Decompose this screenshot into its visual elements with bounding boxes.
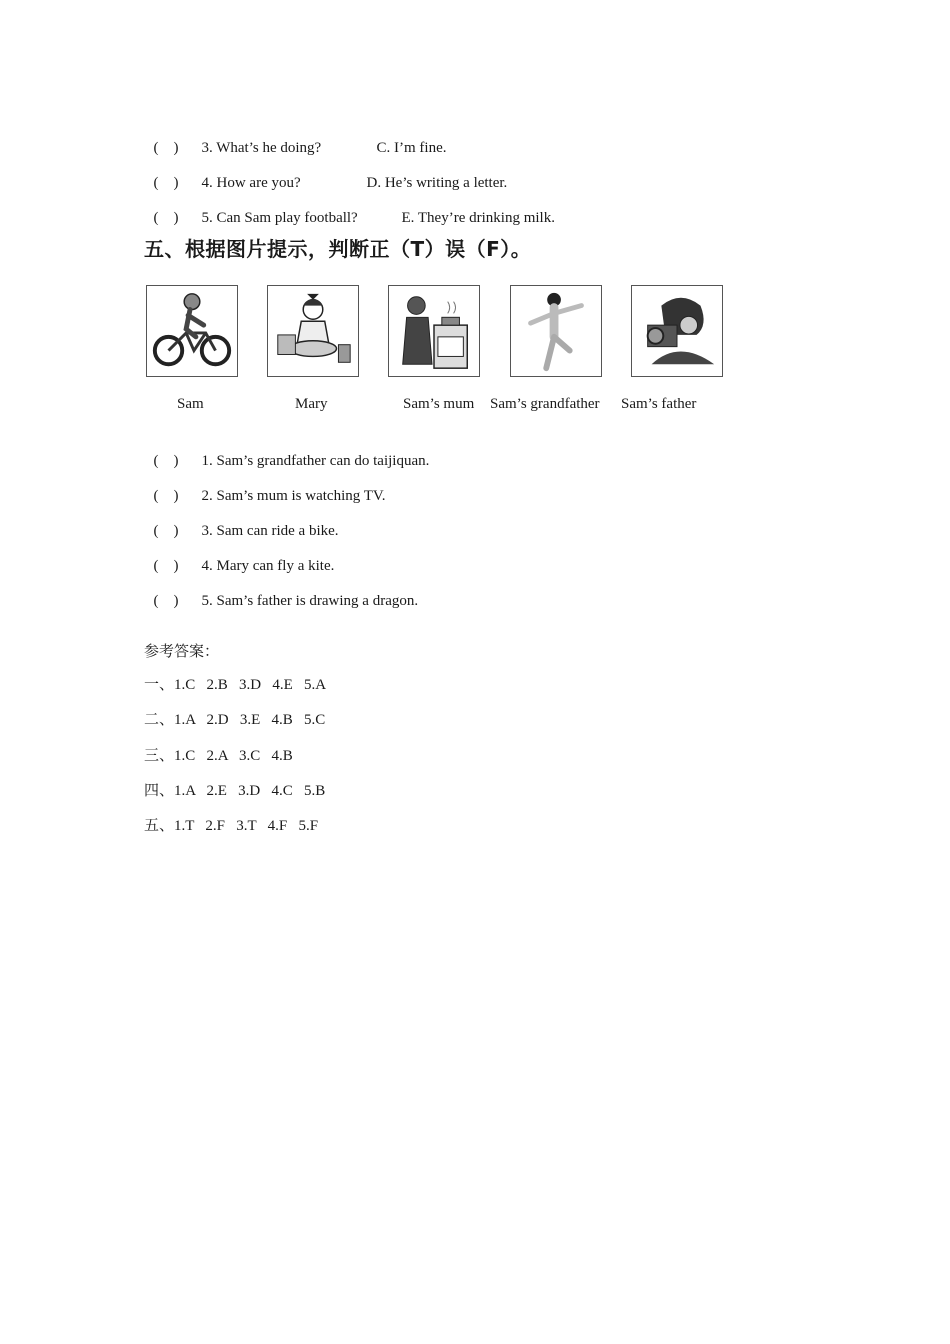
statement-1: [146, 431, 429, 471]
caption-sams-grandfather: Sam’s grandfather: [490, 396, 600, 412]
answer-blank[interactable]: ( ): [153, 558, 179, 574]
picture-sams-father: [631, 285, 723, 377]
option-text: D. He’s writing a letter.: [366, 175, 508, 191]
answer-key-row-5: 五、1.T 2.F 3.T 4.F 5.F: [144, 818, 319, 834]
answer-blank[interactable]: ( ): [153, 488, 179, 504]
statement-4: [146, 536, 334, 576]
answer-blank[interactable]: ( ): [153, 140, 179, 156]
answer-blank[interactable]: ( ): [153, 593, 179, 609]
statement-text: 4. Mary can fly a kite.: [201, 558, 335, 574]
option-text: E. They’re drinking milk.: [401, 210, 555, 226]
match-row-3: [146, 118, 446, 158]
boy-riding-bike-icon: [147, 286, 237, 376]
match-row-5: [146, 188, 555, 228]
question-text: 4. How are you?: [201, 175, 301, 191]
woman-cooking-icon: [389, 286, 479, 376]
caption-sams-mum: Sam’s mum: [403, 396, 475, 412]
question-text: 3. What’s he doing?: [201, 140, 322, 156]
picture-sams-grandfather: [510, 285, 602, 377]
picture-sam: [146, 285, 238, 377]
caption-mary: Mary: [295, 396, 328, 412]
caption-sams-father: Sam’s father: [621, 396, 697, 412]
option-text: C. I’m fine.: [376, 140, 447, 156]
picture-mary: [267, 285, 359, 377]
answer-key-row-4: 四、1.A 2.E 3.D 4.C 5.B: [144, 783, 326, 799]
answer-key-row-2: 二、1.A 2.D 3.E 4.B 5.C: [144, 712, 326, 728]
answer-blank[interactable]: ( ): [153, 453, 179, 469]
statement-text: 1. Sam’s grandfather can do taijiquan.: [201, 453, 430, 469]
girl-washing-clothes-icon: [268, 286, 358, 376]
match-row-4: [146, 153, 507, 193]
statement-2: [146, 466, 386, 506]
question-text: 5. Can Sam play football?: [201, 210, 358, 226]
caption-sam: Sam: [177, 396, 204, 412]
section-heading: 五、根据图片提示，判断正（T）误（F）。: [144, 237, 532, 261]
statement-5: [146, 571, 418, 611]
man-with-camera-icon: [632, 286, 722, 376]
answer-key-row-1: 一、1.C 2.B 3.D 4.E 5.A: [144, 677, 327, 693]
statement-text: 3. Sam can ride a bike.: [201, 523, 339, 539]
answer-key-row-3: 三、1.C 2.A 3.C 4.B: [144, 748, 293, 764]
statement-text: 5. Sam’s father is drawing a dragon.: [201, 593, 419, 609]
man-doing-taijiquan-icon: [511, 286, 601, 376]
statement-3: [146, 501, 339, 541]
answer-key-title: 参考答案：: [144, 644, 220, 660]
answer-blank[interactable]: ( ): [153, 210, 179, 226]
answer-blank[interactable]: ( ): [153, 523, 179, 539]
statement-text: 2. Sam’s mum is watching TV.: [201, 488, 386, 504]
answer-blank[interactable]: ( ): [153, 175, 179, 191]
picture-sams-mum: [388, 285, 480, 377]
